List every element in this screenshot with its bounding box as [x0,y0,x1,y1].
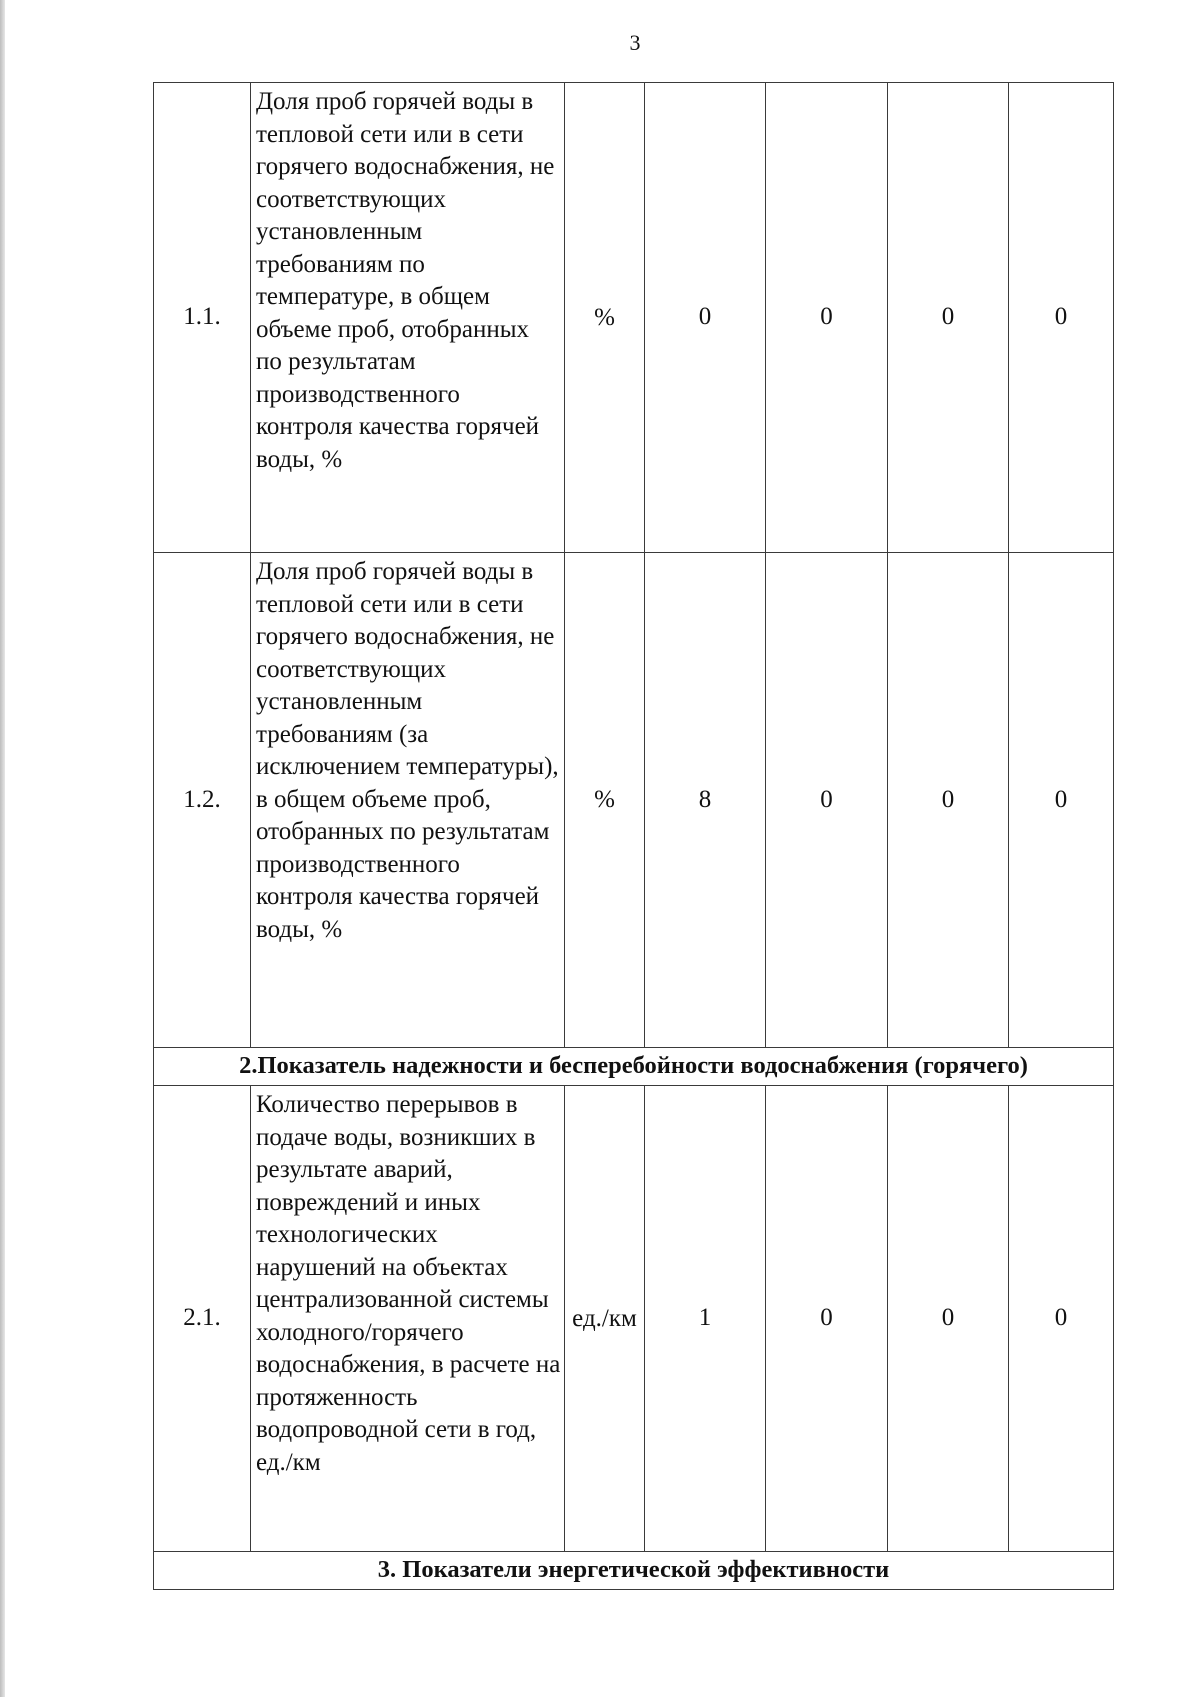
section-row [154,1552,1114,1590]
value-cell: 0 [1009,1086,1114,1552]
row-number: 1.2. [154,553,251,1048]
value-cell: 0 [645,83,766,553]
unit-cell: % [565,553,645,1048]
unit-cell: ед./км [565,1086,645,1552]
indicator-description: Количество перерывов в подаче воды, возникших в результате аварий, повреждений и иных технологических нарушений на объектах централизованной системы холодного/горячего водоснабжения, в расчете на протяженность водопроводной сети в год, ед./км [251,1086,565,1552]
value-cell: 0 [1009,83,1114,553]
scan-edge [0,0,5,1697]
indicator-description: Доля проб горячей воды в тепловой сети или в сети горячего водоснабжения, не соответствующих установленным требованиям (за исключением температуры), в общем объеме проб, отобранных по результатам производственного контроля качества горячей воды, % [251,553,565,1048]
value-cell: 0 [766,1086,888,1552]
value-cell: 8 [645,553,766,1048]
page-number: 3 [629,30,641,55]
value-cell: 1 [645,1086,766,1552]
section-row [154,1048,1114,1086]
value-cell: 0 [766,83,888,553]
section-title: 2.Показатель надежности и бесперебойности водоснабжения (горячего) [154,1048,1114,1086]
row-number: 2.1. [154,1086,251,1552]
table-row [154,1086,1114,1552]
section-title: 3. Показатели энергетической эффективности [154,1552,1114,1590]
value-cell: 0 [888,83,1009,553]
value-cell: 0 [766,553,888,1048]
table-row [154,83,1114,553]
value-cell: 0 [1009,553,1114,1048]
unit-cell: % [565,83,645,553]
table-row [154,553,1114,1048]
row-number: 1.1. [154,83,251,553]
indicators-table [153,82,1114,1590]
value-cell: 0 [888,553,1009,1048]
indicator-description: Доля проб горячей воды в тепловой сети или в сети горячего водоснабжения, не соответствующих установленным требованиям по температуре, в общем объеме проб, отобранных по результатам производственного контроля качества горячей воды, % [251,83,565,553]
value-cell: 0 [888,1086,1009,1552]
